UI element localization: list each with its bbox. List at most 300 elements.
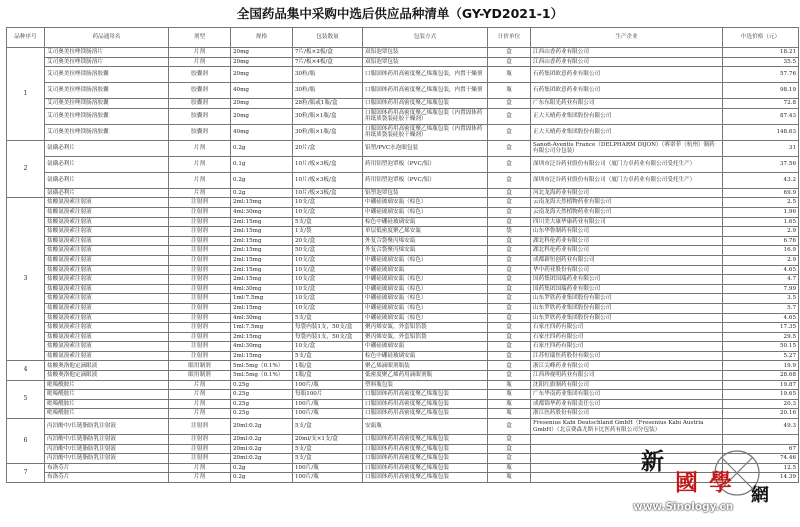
cell-drug-name: 丙泊酚中/长链脂肪乳注射液 xyxy=(45,419,169,435)
cell-package-method: 口服固体药用高密度聚乙烯瓶包装，内置干燥剂 xyxy=(363,83,488,99)
cell-drug-name: 氨磺必利片 xyxy=(45,156,169,172)
cell-price: 5.7 xyxy=(723,303,799,313)
table-row xyxy=(7,246,799,256)
cell-price: 5.27 xyxy=(723,351,799,361)
cell-specification: 20ml:0.2g xyxy=(231,444,293,454)
cell-pricing-unit: 袋 xyxy=(488,227,531,237)
cell-pricing-unit: 盒 xyxy=(488,419,531,435)
cell-drug-name: 吡嗪酰胺片 xyxy=(45,409,169,419)
cell-specification: 2ml:15mg xyxy=(231,246,293,256)
table-row xyxy=(7,83,799,99)
cell-specification: 2ml:15mg xyxy=(231,332,293,342)
cell-specification: 0.1g xyxy=(231,156,293,172)
cell-package-method: 安瓿瓶 xyxy=(363,419,488,435)
cell-drug-name: 丙泊酚中/长链脂肪乳注射液 xyxy=(45,435,169,445)
cell-variety-no: 7 xyxy=(7,463,45,482)
cell-specification: 4ml:30mg xyxy=(231,207,293,217)
cell-price: 69.9 xyxy=(723,188,799,198)
cell-package-quantity: 100片/瓶 xyxy=(293,463,363,473)
table-row xyxy=(7,156,799,172)
cell-package-method: 中硼硅玻璃安瓿（棕色） xyxy=(363,255,488,265)
cell-pricing-unit: 瓶 xyxy=(488,409,531,419)
cell-package-method: 口服固体药用高密度聚乙烯瓶包装 xyxy=(363,463,488,473)
cell-manufacturer: 江西山香药业有限公司 xyxy=(531,48,723,58)
cell-dosage-form: 眼用制剂 xyxy=(169,361,231,371)
cell-specification: 0.25g xyxy=(231,399,293,409)
table-header-row xyxy=(7,28,799,48)
cell-price: 72.8 xyxy=(723,99,799,109)
cell-package-quantity: 5支/盒 xyxy=(293,444,363,454)
cell-package-method: 口服固体药用高密度聚乙烯瓶包装（内置固体药用纸质袋装硅胶干燥剂） xyxy=(363,108,488,124)
cell-dosage-form: 片剂 xyxy=(169,172,231,188)
cell-dosage-form: 注射剂 xyxy=(169,207,231,217)
cell-pricing-unit: 瓶 xyxy=(488,390,531,400)
watermark xyxy=(615,433,800,527)
cell-specification: 0.25g xyxy=(231,380,293,390)
cell-drug-name: 吡嗪酰胺片 xyxy=(45,399,169,409)
cell-package-method: 中硼硅玻璃安瓿 xyxy=(363,265,488,275)
cell-specification: 0.2g xyxy=(231,473,293,483)
cell-pricing-unit: 盒 xyxy=(488,371,531,381)
header-package-method: 包装方式 xyxy=(363,28,488,48)
cell-package-method: 口服固体药用高密度聚乙烯瓶包装 xyxy=(363,390,488,400)
svg-text:新: 新 xyxy=(641,448,664,475)
cell-price: 19.65 xyxy=(723,390,799,400)
cell-package-quantity: 30粒/瓶 xyxy=(293,67,363,83)
cell-pricing-unit: 瓶 xyxy=(488,399,531,409)
cell-specification: 0.2g xyxy=(231,172,293,188)
cell-specification: 4ml:30mg xyxy=(231,284,293,294)
table-row xyxy=(7,380,799,390)
cell-pricing-unit: 盒 xyxy=(488,246,531,256)
cell-pricing-unit: 盒 xyxy=(488,303,531,313)
table-row xyxy=(7,207,799,217)
cell-package-quantity: 10支/盒 xyxy=(293,198,363,208)
cell-specification: 5ml:5mg（0.1%） xyxy=(231,371,293,381)
header-manufacturer: 生产企业 xyxy=(531,28,723,48)
cell-manufacturer: 四川美大康华康药业有限公司 xyxy=(531,217,723,227)
cell-dosage-form: 注射剂 xyxy=(169,294,231,304)
cell-price: 57.76 xyxy=(723,67,799,83)
cell-variety-no: 2 xyxy=(7,140,45,198)
cell-pricing-unit: 盒 xyxy=(488,140,531,156)
cell-manufacturer: 国药集团国瑞药业有限公司 xyxy=(531,284,723,294)
cell-dosage-form: 胶囊剂 xyxy=(169,99,231,109)
cell-price: 2.5 xyxy=(723,198,799,208)
cell-dosage-form: 片剂 xyxy=(169,188,231,198)
cell-package-quantity: 10支/盒 xyxy=(293,255,363,265)
cell-package-quantity: 20ml/支×1支/盒 xyxy=(293,435,363,445)
cell-drug-name: 盐酸氨溴索注射液 xyxy=(45,284,169,294)
cell-dosage-form: 注射剂 xyxy=(169,303,231,313)
cell-price: 29.5 xyxy=(723,332,799,342)
cell-package-method: 棕色中硼硅玻璃安瓿 xyxy=(363,351,488,361)
cell-price: 20.3 xyxy=(723,399,799,409)
cell-package-quantity: 1支/袋 xyxy=(293,227,363,237)
cell-dosage-form: 片剂 xyxy=(169,380,231,390)
table-row xyxy=(7,198,799,208)
cell-package-quantity: 10支/盒 xyxy=(293,294,363,304)
table-row xyxy=(7,67,799,83)
table-row xyxy=(7,390,799,400)
cell-pricing-unit: 盒 xyxy=(488,265,531,275)
cell-pricing-unit: 盒 xyxy=(488,156,531,172)
cell-manufacturer: 江苏恒瑞医药股份有限公司 xyxy=(531,351,723,361)
cell-price: 6.76 xyxy=(723,236,799,246)
cell-pricing-unit: 盒 xyxy=(488,255,531,265)
cell-price: 19.87 xyxy=(723,380,799,390)
cell-package-method: 口服固体药用高密度聚乙烯瓶包装 xyxy=(363,473,488,483)
cell-package-quantity: 每袋内装1支，50支/盒 xyxy=(293,323,363,333)
cell-pricing-unit: 瓶 xyxy=(488,473,531,483)
cell-specification: 0.25g xyxy=(231,390,293,400)
header-pricing-unit: 计价单位 xyxy=(488,28,531,48)
cell-drug-name: 丙泊酚中/长链脂肪乳注射液 xyxy=(45,444,169,454)
cell-package-quantity: 100片/瓶 xyxy=(293,409,363,419)
cell-manufacturer: 广东华南药业集团有限公司 xyxy=(531,390,723,400)
table-row xyxy=(7,303,799,313)
cell-drug-name: 盐酸氨溴索注射液 xyxy=(45,246,169,256)
cell-package-quantity: 20片/盒 xyxy=(293,140,363,156)
table-row xyxy=(7,217,799,227)
cell-manufacturer: 江西珍视明药业有限公司 xyxy=(531,371,723,381)
cell-manufacturer: 浙江医药股份有限公司 xyxy=(531,409,723,419)
cell-drug-name: 盐酸氨溴索注射液 xyxy=(45,342,169,352)
cell-price: 1.96 xyxy=(723,207,799,217)
cell-package-quantity: 5支/盒 xyxy=(293,351,363,361)
cell-drug-name: 盐酸氨溴索注射液 xyxy=(45,351,169,361)
cell-package-method: 口服固体药用高密度聚乙烯瓶包装，内置干燥剂 xyxy=(363,67,488,83)
svg-text:網: 網 xyxy=(751,485,769,503)
cell-dosage-form: 注射剂 xyxy=(169,275,231,285)
cell-package-method: 中硼硅玻璃安瓿（棕色） xyxy=(363,198,488,208)
cell-price: 50.15 xyxy=(723,342,799,352)
cell-specification: 0.2g xyxy=(231,188,293,198)
cell-drug-name: 盐酸氨溴索注射液 xyxy=(45,323,169,333)
cell-manufacturer: 深圳市泛谷药业股份有限公司（厦门力卓药业有限公司受托生产） xyxy=(531,156,723,172)
cell-drug-name: 吡嗪酰胺片 xyxy=(45,390,169,400)
table-row xyxy=(7,108,799,124)
table-row xyxy=(7,236,799,246)
header-dosage-form: 剂型 xyxy=(169,28,231,48)
table-row xyxy=(7,409,799,419)
cell-specification: 0.2g xyxy=(231,140,293,156)
cell-manufacturer: Sanofi-Aventis France（DELPHARM DIJON）（赛诺菲（杭州）制药有限公司分包装） xyxy=(531,140,723,156)
cell-package-method: 中硼硅玻璃安瓿（棕色） xyxy=(363,303,488,313)
cell-price: 67 xyxy=(723,444,799,454)
cell-pricing-unit: 盒 xyxy=(488,351,531,361)
cell-package-method: 外复合袋聚丙烯安瓿 xyxy=(363,246,488,256)
cell-package-method: 中硼硅玻璃安瓿（棕色） xyxy=(363,284,488,294)
cell-manufacturer: 沈阳红旗制药有限公司 xyxy=(531,380,723,390)
cell-manufacturer: 山东罗欣药业集团股份有限公司 xyxy=(531,294,723,304)
cell-pricing-unit: 盒 xyxy=(488,124,531,140)
sinology-logo-icon xyxy=(617,443,777,503)
cell-package-quantity: 100片/瓶 xyxy=(293,473,363,483)
table-row xyxy=(7,294,799,304)
cell-package-method: 中硼硅玻璃安瓿（棕色） xyxy=(363,207,488,217)
cell-dosage-form: 注射剂 xyxy=(169,217,231,227)
header-package-quantity: 包装数量 xyxy=(293,28,363,48)
cell-package-method: 塑料瓶包装 xyxy=(363,380,488,390)
cell-drug-name: 盐酸氨溴索注射液 xyxy=(45,265,169,275)
cell-specification: 20mg xyxy=(231,67,293,83)
cell-package-quantity: 10支/盒 xyxy=(293,207,363,217)
cell-specification: 2ml:15mg xyxy=(231,265,293,275)
table-row xyxy=(7,371,799,381)
cell-dosage-form: 眼用制剂 xyxy=(169,371,231,381)
cell-package-quantity: 10片/板×3板/盒 xyxy=(293,172,363,188)
cell-price: 16.9 xyxy=(723,246,799,256)
cell-specification: 2ml:15mg xyxy=(231,217,293,227)
cell-dosage-form: 胶囊剂 xyxy=(169,124,231,140)
cell-price: 2.9 xyxy=(723,227,799,237)
cell-pricing-unit: 盒 xyxy=(488,435,531,445)
cell-pricing-unit: 盒 xyxy=(488,342,531,352)
cell-pricing-unit: 瓶 xyxy=(488,83,531,99)
cell-price: 7.99 xyxy=(723,284,799,294)
table-row xyxy=(7,172,799,188)
cell-price: 12.5 xyxy=(723,463,799,473)
cell-manufacturer: 江西山香药业有限公司 xyxy=(531,57,723,67)
cell-price: 4.7 xyxy=(723,275,799,285)
cell-specification: 20mg xyxy=(231,57,293,67)
cell-dosage-form: 注射剂 xyxy=(169,351,231,361)
cell-price: 14.39 xyxy=(723,473,799,483)
table-row xyxy=(7,351,799,361)
cell-dosage-form: 注射剂 xyxy=(169,284,231,294)
cell-price: 74.46 xyxy=(723,454,799,464)
table-row xyxy=(7,227,799,237)
cell-pricing-unit: 盒 xyxy=(488,188,531,198)
cell-pricing-unit: 盒 xyxy=(488,108,531,124)
cell-package-quantity: 1瓶/盒 xyxy=(293,361,363,371)
cell-package-method: 中硼硅玻璃安瓿（棕色） xyxy=(363,313,488,323)
cell-drug-name: 艾司奥美拉唑镁肠溶胶囊 xyxy=(45,124,169,140)
cell-dosage-form: 片剂 xyxy=(169,409,231,419)
cell-package-method: 口服固体药用高密度聚乙烯瓶包装 xyxy=(363,399,488,409)
cell-pricing-unit: 盒 xyxy=(488,207,531,217)
table-row xyxy=(7,332,799,342)
cell-specification: 2ml:15mg xyxy=(231,303,293,313)
cell-dosage-form: 注射剂 xyxy=(169,419,231,435)
cell-package-quantity: 10片/板×3板/盒 xyxy=(293,156,363,172)
cell-package-method: 外复合袋聚丙烯安瓿 xyxy=(363,236,488,246)
cell-specification: 20ml:0.2g xyxy=(231,419,293,435)
header-price: 中选价格（元） xyxy=(723,28,799,48)
cell-package-quantity: 10片/板×3板/盒 xyxy=(293,188,363,198)
cell-dosage-form: 注射剂 xyxy=(169,246,231,256)
cell-manufacturer: 云南龙海天然植物药业有限公司 xyxy=(531,198,723,208)
table-row xyxy=(7,323,799,333)
cell-pricing-unit: 盒 xyxy=(488,217,531,227)
cell-manufacturer: 正大天晴药业集团股份有限公司 xyxy=(531,124,723,140)
cell-specification: 2ml:15mg xyxy=(231,255,293,265)
cell-package-method: 聚丙烯安瓿，外套铝箔袋 xyxy=(363,323,488,333)
cell-dosage-form: 注射剂 xyxy=(169,265,231,275)
cell-package-method: 中硼硅玻璃安瓿（棕色） xyxy=(363,294,488,304)
cell-package-quantity: 每瓶100片 xyxy=(293,390,363,400)
cell-package-quantity: 28粒/瓶或1瓶/盒 xyxy=(293,99,363,109)
table-row xyxy=(7,124,799,140)
cell-price: 148.63 xyxy=(723,124,799,140)
cell-pricing-unit: 盒 xyxy=(488,275,531,285)
table-row xyxy=(7,342,799,352)
table-row xyxy=(7,284,799,294)
cell-dosage-form: 注射剂 xyxy=(169,313,231,323)
cell-package-method: 聚丙烯安瓿，外套铝箔袋 xyxy=(363,332,488,342)
cell-pricing-unit: 盒 xyxy=(488,284,531,294)
cell-package-quantity: 7片/板×4板/盒 xyxy=(293,57,363,67)
cell-package-method: 双铝泡罩包装 xyxy=(363,57,488,67)
cell-variety-no: 5 xyxy=(7,380,45,418)
cell-package-quantity: 5支/盒 xyxy=(293,419,363,435)
cell-pricing-unit: 盒 xyxy=(488,332,531,342)
cell-drug-name: 盐酸氨溴索注射液 xyxy=(45,217,169,227)
cell-specification: 20ml:0.2g xyxy=(231,454,293,464)
cell-manufacturer: 石药集团欧意药业有限公司 xyxy=(531,83,723,99)
cell-price: 28.68 xyxy=(723,371,799,381)
cell-drug-name: 艾司奥美拉唑镁肠溶胶囊 xyxy=(45,67,169,83)
cell-specification: 20ml:0.2g xyxy=(231,435,293,445)
cell-pricing-unit: 瓶 xyxy=(488,463,531,473)
cell-package-quantity: 1瓶/盒 xyxy=(293,371,363,381)
cell-package-method: 中硼硅玻璃安瓿 xyxy=(363,342,488,352)
cell-package-method: 聚乙烯滴眼剂瓶装 xyxy=(363,361,488,371)
svg-text:學: 學 xyxy=(709,469,732,496)
cell-manufacturer: 石家庄四药有限公司 xyxy=(531,323,723,333)
cell-pricing-unit: 盒 xyxy=(488,198,531,208)
cell-drug-name: 氨磺必利片 xyxy=(45,172,169,188)
cell-dosage-form: 片剂 xyxy=(169,463,231,473)
cell-specification: 20mg xyxy=(231,48,293,58)
cell-dosage-form: 注射剂 xyxy=(169,454,231,464)
cell-package-method: 中硼硅玻璃安瓿（棕色） xyxy=(363,275,488,285)
header-variety-no: 品种序号 xyxy=(7,28,45,48)
cell-drug-name: 盐酸奥洛他定滴眼液 xyxy=(45,361,169,371)
cell-manufacturer: 成都锦华药业有限责任公司 xyxy=(531,399,723,409)
cell-dosage-form: 片剂 xyxy=(169,473,231,483)
cell-package-method: 口服固体药用高密度聚乙烯瓶包装 xyxy=(363,409,488,419)
cell-specification: 2ml:15mg xyxy=(231,198,293,208)
cell-dosage-form: 片剂 xyxy=(169,48,231,58)
cell-package-method: 药用铝塑泡罩板（PVC/铝） xyxy=(363,172,488,188)
cell-drug-name: 盐酸奥洛他定滴眼液 xyxy=(45,371,169,381)
cell-manufacturer: Fresenius Kabi Deutschland GmbH（Fresenius Kabi Austria GmbH）（北京费森尤斯卡比医药有限公司分包装） xyxy=(531,419,723,435)
cell-package-method: 口服固体药用高密度聚乙烯瓶包装 xyxy=(363,444,488,454)
cell-package-method: 口服固体药用高密度聚乙烯瓶包装 xyxy=(363,454,488,464)
cell-price: 49.3 xyxy=(723,419,799,435)
cell-variety-no: 1 xyxy=(7,48,45,141)
cell-package-quantity: 10支/盒 xyxy=(293,303,363,313)
cell-pricing-unit: 瓶 xyxy=(488,67,531,83)
cell-price: 19.9 xyxy=(723,361,799,371)
cell-package-method: 铝塑/PVC水泡眼包装 xyxy=(363,140,488,156)
cell-specification: 1ml:7.5mg xyxy=(231,294,293,304)
cell-dosage-form: 片剂 xyxy=(169,57,231,67)
cell-drug-name: 盐酸氨溴索注射液 xyxy=(45,255,169,265)
cell-dosage-form: 注射剂 xyxy=(169,435,231,445)
cell-package-method: 口服固体药用高密度聚乙烯瓶包装（内置固体药用纸质袋装硅胶干燥剂） xyxy=(363,124,488,140)
cell-manufacturer: 山东华鲁制药有限公司 xyxy=(531,227,723,237)
cell-dosage-form: 片剂 xyxy=(169,390,231,400)
table-row xyxy=(7,265,799,275)
cell-package-method: 口服固体药用高密度聚乙烯瓶包装 xyxy=(363,99,488,109)
cell-dosage-form: 注射剂 xyxy=(169,198,231,208)
cell-manufacturer: 山东罗欣药业集团股份有限公司 xyxy=(531,313,723,323)
cell-price: 2.9 xyxy=(723,255,799,265)
header-specification: 规格 xyxy=(231,28,293,48)
cell-dosage-form: 片剂 xyxy=(169,399,231,409)
cell-drug-name: 盐酸氨溴索注射液 xyxy=(45,227,169,237)
cell-drug-name: 艾司奥美拉唑镁肠溶胶囊 xyxy=(45,99,169,109)
cell-package-quantity: 30粒/瓶×1瓶/盒 xyxy=(293,108,363,124)
cell-specification: 40mg xyxy=(231,124,293,140)
cell-pricing-unit: 盒 xyxy=(488,48,531,58)
table-body xyxy=(7,48,799,483)
cell-pricing-unit: 盒 xyxy=(488,361,531,371)
cell-pricing-unit: 盒 xyxy=(488,323,531,333)
cell-package-method: 双铝泡罩包装 xyxy=(363,48,488,58)
cell-drug-name: 丙泊酚中/长链脂肪乳注射液 xyxy=(45,454,169,464)
cell-manufacturer: 广东东阳光药业有限公司 xyxy=(531,99,723,109)
page-title: 全国药品集中采购中选后供应品种清单（GY-YD2021-1） xyxy=(236,6,564,21)
cell-variety-no: 6 xyxy=(7,419,45,464)
cell-specification: 2ml:15mg xyxy=(231,227,293,237)
cell-drug-name: 氨磺必利片 xyxy=(45,188,169,198)
cell-price: 43.2 xyxy=(723,172,799,188)
table-row xyxy=(7,48,799,58)
cell-specification: 4ml:30mg xyxy=(231,313,293,323)
cell-drug-name: 盐酸氨溴索注射液 xyxy=(45,236,169,246)
cell-dosage-form: 胶囊剂 xyxy=(169,83,231,99)
cell-package-method: 低密度聚乙烯药用滴眼剂瓶 xyxy=(363,371,488,381)
cell-variety-no: 3 xyxy=(7,198,45,361)
cell-specification: 2ml:15mg xyxy=(231,351,293,361)
table-row xyxy=(7,275,799,285)
cell-package-quantity: 5支/盒 xyxy=(293,217,363,227)
cell-dosage-form: 注射剂 xyxy=(169,332,231,342)
cell-package-quantity: 100片/瓶 xyxy=(293,380,363,390)
cell-package-quantity: 10支/盒 xyxy=(293,275,363,285)
cell-price: 17.35 xyxy=(723,323,799,333)
cell-manufacturer: 正大天晴药业集团股份有限公司 xyxy=(531,108,723,124)
cell-manufacturer: 石家庄四药有限公司 xyxy=(531,332,723,342)
cell-manufacturer: 河北龙海药业有限公司 xyxy=(531,188,723,198)
cell-drug-name: 盐酸氨溴索注射液 xyxy=(45,294,169,304)
cell-package-method: 棕色中硼硅玻璃安瓿 xyxy=(363,217,488,227)
table-row xyxy=(7,313,799,323)
cell-price: 4.65 xyxy=(723,313,799,323)
cell-specification: 20mg xyxy=(231,99,293,109)
cell-package-quantity: 7片/板×2板/盒 xyxy=(293,48,363,58)
cell-dosage-form: 注射剂 xyxy=(169,323,231,333)
cell-pricing-unit: 盒 xyxy=(488,294,531,304)
cell-price: 35.5 xyxy=(723,57,799,67)
cell-variety-no: 4 xyxy=(7,361,45,380)
table-row xyxy=(7,57,799,67)
table-row xyxy=(7,140,799,156)
cell-dosage-form: 注射剂 xyxy=(169,236,231,246)
table-row xyxy=(7,255,799,265)
watermark-url: www.Sinology.cn xyxy=(633,501,734,513)
cell-pricing-unit: 盒 xyxy=(488,236,531,246)
cell-price: 31 xyxy=(723,140,799,156)
cell-package-quantity: 20支/盒 xyxy=(293,236,363,246)
cell-drug-name: 艾司奥美拉唑镁肠溶片 xyxy=(45,48,169,58)
cell-specification: 20mg xyxy=(231,108,293,124)
cell-package-quantity: 10支/盒 xyxy=(293,342,363,352)
